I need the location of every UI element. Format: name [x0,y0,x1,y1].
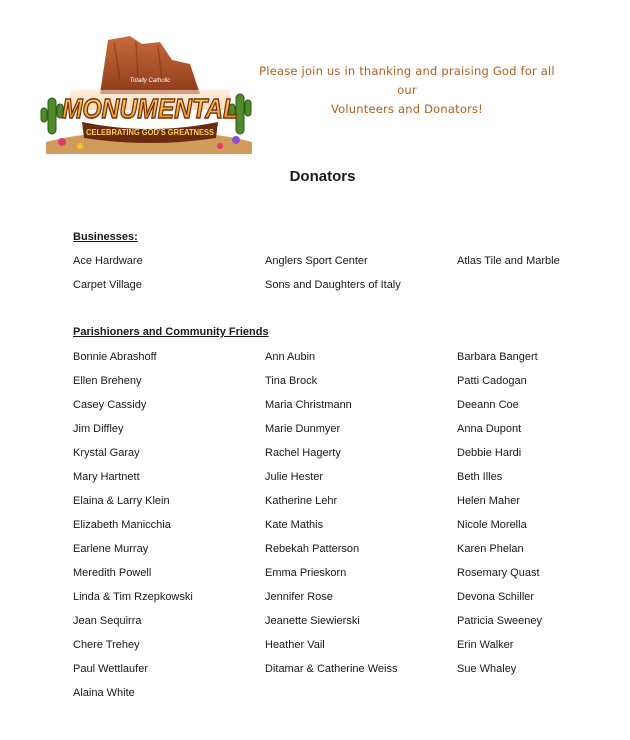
donor-name: Emma Prieskorn [265,567,347,579]
donor-name: Anna Dupont [457,423,522,435]
businesses-heading: Businesses: [73,231,138,243]
business-name: Atlas Tile and Marble [457,255,560,267]
donor-name: Patti Cadogan [457,375,527,387]
donor-name: Ellen Breheny [73,375,142,387]
donor-name: Ann Aubin [265,351,316,363]
tagline [248,62,566,119]
donor-name: Karen Phelan [457,543,524,555]
donor-name: Jim Diffley [73,423,124,435]
donor-name: Patricia Sweeney [457,615,542,627]
parishioners-heading: Parishioners and Community Friends [73,326,269,338]
monumental-logo [40,30,258,158]
logo-title: MONUMENTAL [62,93,238,124]
donor-name: Katherine Lehr [265,495,338,507]
donor-name: Maria Christmann [265,399,352,411]
business-name: Anglers Sport Center [265,255,368,267]
donor-name: Alaina White [73,687,135,699]
businesses-list [73,254,613,302]
business-name: Sons and Daughters of Italy [265,279,401,291]
donor-name: Julie Hester [265,471,324,483]
donor-name: Chere Trehey [73,639,140,651]
donor-name: Elaina & Larry Klein [73,495,170,507]
donor-name: Rachel Hagerty [265,447,341,459]
donor-name: Deeann Coe [457,399,519,411]
donor-name: Rebekah Patterson [265,543,360,555]
business-name: Carpet Village [73,279,142,291]
donor-name: Bonnie Abrashoff [73,351,157,363]
donor-name: Helen Maher [457,495,520,507]
donor-name: Kate Mathis [265,519,324,531]
donor-name: Marie Dunmyer [265,423,341,435]
donor-name: Debbie Hardi [457,447,522,459]
donor-name: Tina Brock [265,375,318,387]
donor-name: Earlene Murray [73,543,149,555]
donor-name: Elizabeth Manicchia [73,519,171,531]
logo-subtitle: CELEBRATING GOD'S GREATNESS [86,128,215,137]
donor-name: Jean Sequirra [73,615,142,627]
tagline-line-2: Volunteers and Donators! [330,102,483,116]
logo-kicker: Totally Catholic [129,78,171,84]
left-cactus [41,98,63,134]
donor-name: Erin Walker [457,639,514,651]
donor-name: Rosemary Quast [457,567,540,579]
donor-name: Casey Cassidy [73,399,147,411]
donor-name: Barbara Bangert [457,351,538,363]
donor-name: Linda & Tim Rzepkowski [73,591,193,603]
donor-name: Beth Illes [457,471,503,483]
donor-name: Meredith Powell [73,567,152,579]
page-title: Donators [289,168,356,185]
donor-name: Ditamar & Catherine Weiss [265,663,398,675]
donor-name: Paul Wettlaufer [73,663,149,675]
donor-name: Nicole Morella [457,519,527,531]
parishioners-list [73,350,613,710]
donor-name: Devona Schiller [457,591,535,603]
donor-name: Mary Hartnett [73,471,140,483]
tagline-line-1: Please join us in thanking and praising God for all our [259,64,555,97]
donor-name: Sue Whaley [457,663,517,675]
donor-name: Jeanette Siewierski [265,615,360,627]
business-name: Ace Hardware [73,255,143,267]
donor-name: Jennifer Rose [265,591,333,603]
donor-name: Krystal Garay [73,447,140,459]
donor-name: Heather Vail [265,639,325,651]
